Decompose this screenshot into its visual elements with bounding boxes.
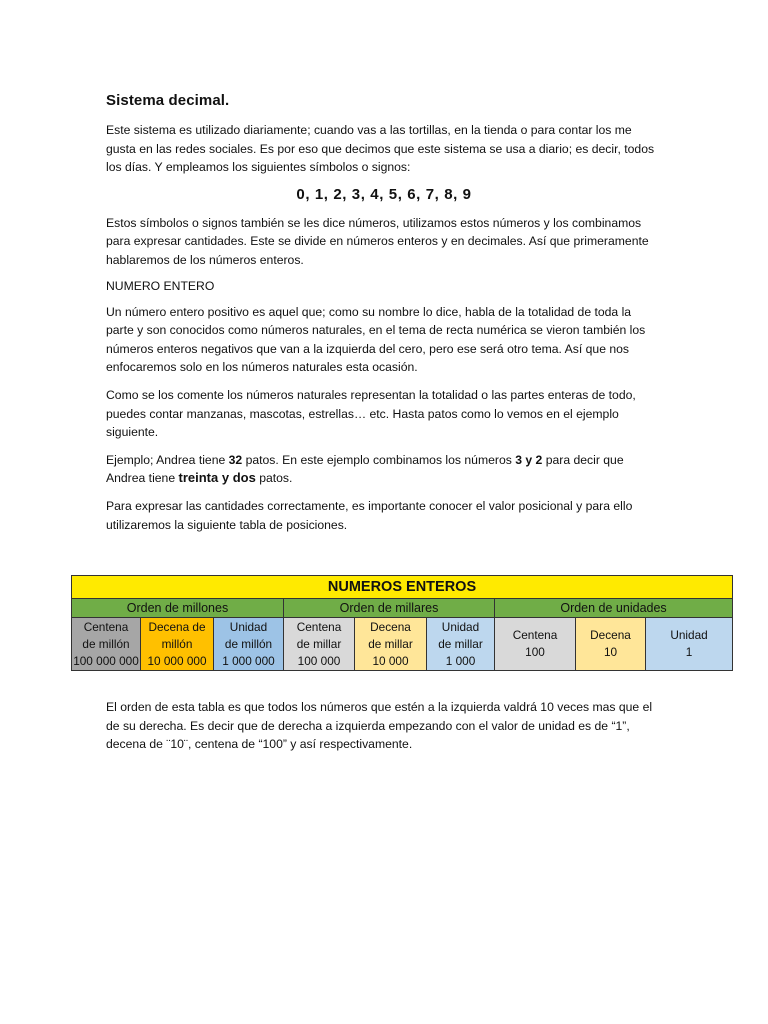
place-value-table: [71, 575, 733, 671]
example-number-32: 32: [228, 452, 243, 467]
group-header-units: Orden de unidades: [495, 599, 733, 618]
paragraph-table-intro: Para expresar las cantidades correctamente, es importante conocer el valor posicional y para ello utilizaremos la siguiente tabla de posiciones.: [106, 498, 633, 532]
example-words: treinta y dos: [178, 470, 256, 486]
table-cell-hundred-millions: Centena de millón 100 000 000: [72, 618, 141, 671]
table-cell-units: Unidad 1: [646, 618, 733, 671]
group-header-thousands: Orden de millares: [284, 599, 495, 618]
table-cell-tens: Decena 10: [576, 618, 646, 671]
table-cell-thousands: Unidad de millar 1 000: [427, 618, 495, 671]
example-text: patos. En este ejemplo combinamos los números: [242, 452, 516, 467]
paragraph-example: [106, 451, 662, 488]
page-title: Sistema decimal.: [106, 92, 230, 109]
paragraph-table-explanation: El orden de esta tabla es que todos los números que estén a la izquierda valdrá 10 veces mas que el de su derecha. Es decir que de derecha a izquierda empezando con el valor de unidad es de “1”, decena de ¨10¨, centena de “100” y así respectivamente.: [106, 700, 653, 752]
paragraph-symbols: Estos símbolos o signos también se les dice números, utilizamos estos números y los combinamos para expresar cantidades. Este se divide en números enteros y en decimales. Así que primeramente hablaremos de los números enteros.: [106, 215, 649, 267]
document-body-after-table: [106, 698, 662, 763]
section-heading: NUMERO ENTERO: [106, 278, 215, 293]
table-cell-ten-millions: Decena de millón 10 000 000: [141, 618, 214, 671]
digit-symbols: 0, 1, 2, 3, 4, 5, 6, 7, 8, 9: [296, 185, 472, 203]
example-digits: 3 y 2: [515, 452, 543, 467]
example-text: para decir que Andrea tiene: [106, 452, 624, 486]
group-header-millions: Orden de millones: [72, 599, 284, 618]
example-text: patos.: [255, 471, 293, 486]
table-cell-hundreds: Centena 100: [495, 618, 576, 671]
table-title: NUMEROS ENTEROS: [72, 576, 733, 599]
table-cell-ten-thousands: Decena de millar 10 000: [355, 618, 427, 671]
paragraph-integer-definition: Un número entero positivo es aquel que; como su nombre lo dice, habla de la totalidad de toda la parte y son conocidos como números naturales, en el tema de recta numérica se vieron también los números enteros negativos que van a la izquierda del cero, pero ese será otro tema. Así que nos enfocaremos solo en los números naturales esta ocasión.: [106, 304, 646, 375]
table-cell-hundred-thousands: Centena de millar 100 000: [284, 618, 355, 671]
paragraph-natural-numbers: Como se los comente los números naturales representan la totalidad o las partes enteras de todo, puedes contar manzanas, mascotas, estrellas… etc. Hasta patos como lo vemos en el ejemplo siguiente.: [106, 387, 636, 440]
paragraph-intro: Este sistema es utilizado diariamente; cuando vas a las tortillas, en la tienda o para contar los me gusta en las redes sociales. Es por eso que decimos que este sistema se usa a diario; es decir, todos los días. Y empleamos los siguientes símbolos o signos:: [106, 123, 655, 175]
document-body: [106, 92, 662, 543]
example-text: Ejemplo; Andrea tiene: [106, 452, 229, 467]
table-cell-millions: Unidad de millón 1 000 000: [214, 618, 284, 671]
